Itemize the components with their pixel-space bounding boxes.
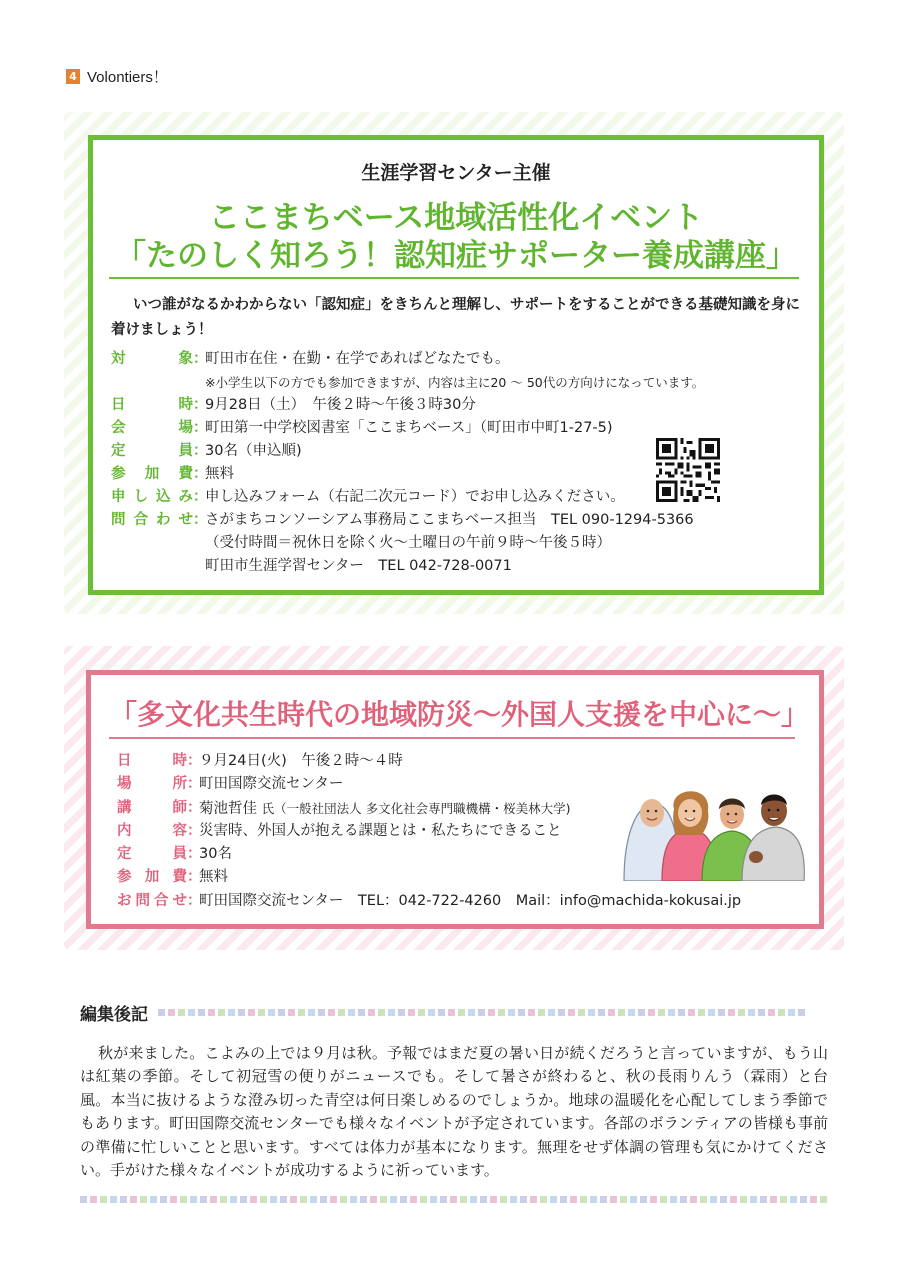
event1-target-value: 町田市在住・在勤・在学であればどなたでも。	[205, 351, 510, 367]
divider-dot	[600, 1196, 607, 1203]
event2-lecturer-label: 講 師	[117, 799, 187, 816]
divider-dot	[240, 1196, 247, 1203]
divider-dot	[570, 1196, 577, 1203]
divider-dot	[368, 1009, 375, 1016]
divider-dot	[398, 1009, 405, 1016]
divider-dot	[250, 1196, 257, 1203]
divider-dot	[508, 1009, 515, 1016]
divider-dot	[738, 1009, 745, 1016]
divider-dot	[340, 1196, 347, 1203]
event1-contact-row2	[111, 532, 809, 555]
divider-dot	[680, 1196, 687, 1203]
divider-dot	[770, 1196, 777, 1203]
divider-dot	[548, 1009, 555, 1016]
divider-dot	[450, 1196, 457, 1203]
divider-dot	[628, 1009, 635, 1016]
event1-date-row: 日 時 ： 9月28日（土） 午後２時～午後３時30分	[111, 394, 809, 417]
event1-fee-row: 参加費 ： 無料	[111, 463, 809, 486]
editorial-title: 編集後記	[80, 1005, 148, 1025]
divider-dot	[300, 1196, 307, 1203]
divider-dot	[158, 1009, 165, 1016]
divider-dot	[698, 1009, 705, 1016]
divider-dot	[178, 1009, 185, 1016]
divider-dot	[348, 1009, 355, 1016]
divider-dot	[408, 1009, 415, 1016]
divider-dot	[768, 1009, 775, 1016]
divider-dot	[448, 1009, 455, 1016]
divider-dot	[458, 1009, 465, 1016]
divider-dot	[678, 1009, 685, 1016]
divider-dot	[298, 1009, 305, 1016]
divider-dot	[160, 1196, 167, 1203]
divider-dot	[558, 1009, 565, 1016]
divider-dot	[798, 1009, 805, 1016]
divider-dot	[630, 1196, 637, 1203]
event1-venue-row: 会 場 ： 町田第一中学校図書室「ここまちベース」（町田市中町1-27-5)	[111, 417, 809, 440]
divider-dot	[390, 1196, 397, 1203]
qr-code-icon[interactable]	[656, 438, 720, 502]
divider-dot	[718, 1009, 725, 1016]
event2-contact-row: お問合せ ： 町田国際交流センター TEL：042-722-4260 Mail：info@machida-kokusai.jp	[117, 890, 741, 913]
divider-dot	[110, 1196, 117, 1203]
divider-dot	[708, 1009, 715, 1016]
divider-dot	[320, 1196, 327, 1203]
divider-dot	[528, 1009, 535, 1016]
divider-dot	[238, 1009, 245, 1016]
event1-box	[88, 135, 824, 595]
event2-content-row: 内 容 ： 災害時、外国人が抱える課題とは・私たちにできること	[117, 820, 741, 843]
divider-dot	[790, 1196, 797, 1203]
divider-dot	[210, 1196, 217, 1203]
event2-place-value: 町田国際交流センター	[199, 776, 344, 793]
divider-dot	[288, 1009, 295, 1016]
event1-contact-label: 問合わせ	[111, 512, 193, 528]
page-header-title: Volontiers！	[87, 69, 168, 86]
event2-date-label: 日 時	[117, 753, 187, 769]
event2-date-row: 日 時 ： ９月24日(火) 午後２時～４時	[117, 750, 741, 773]
divider-dot	[90, 1196, 97, 1203]
divider-dot	[350, 1196, 357, 1203]
divider-dot	[360, 1196, 367, 1203]
event1-target-note-row	[111, 371, 809, 394]
editorial-divider-dots	[158, 1009, 805, 1016]
event1-apply-label: 申し込み	[111, 489, 193, 505]
divider-dot	[170, 1196, 177, 1203]
divider-dot	[500, 1196, 507, 1203]
divider-dot	[218, 1009, 225, 1016]
divider-dot	[610, 1196, 617, 1203]
divider-dot	[490, 1196, 497, 1203]
event1-contact-row3	[111, 555, 809, 578]
event1-target-note: ※小学生以下の方でも参加できますが、内容は主に20 ～ 50代の方向けになっています。	[205, 375, 705, 390]
divider-dot	[258, 1009, 265, 1016]
divider-dot	[188, 1009, 195, 1016]
divider-dot	[338, 1009, 345, 1016]
divider-dot	[728, 1009, 735, 1016]
divider-dot	[318, 1009, 325, 1016]
divider-dot	[80, 1196, 87, 1203]
divider-dot	[670, 1196, 677, 1203]
divider-dot	[750, 1196, 757, 1203]
event1-target-label: 対 象	[111, 351, 193, 367]
divider-dot	[640, 1196, 647, 1203]
divider-dot	[660, 1196, 667, 1203]
divider-dot	[468, 1009, 475, 1016]
divider-dot	[150, 1196, 157, 1203]
divider-dot	[470, 1196, 477, 1203]
divider-dot	[478, 1009, 485, 1016]
event2-lecturer-name: 菊池哲佳	[199, 800, 257, 817]
divider-dot	[800, 1196, 807, 1203]
event1-capacity-row: 定 員 ： 30名（申込順)	[111, 440, 809, 463]
divider-dot	[430, 1196, 437, 1203]
divider-dot	[480, 1196, 487, 1203]
event2-place-label: 場 所	[117, 776, 187, 793]
divider-dot	[248, 1009, 255, 1016]
divider-dot	[410, 1196, 417, 1203]
divider-dot	[550, 1196, 557, 1203]
divider-dot	[140, 1196, 147, 1203]
event2-place-row: 場 所 ： 町田国際交流センター	[117, 773, 741, 796]
divider-dot	[518, 1009, 525, 1016]
divider-dot	[608, 1009, 615, 1016]
event2-divider	[109, 737, 795, 739]
event2-date-value: ９月24日(火) 午後２時～４時	[199, 753, 403, 769]
divider-dot	[270, 1196, 277, 1203]
divider-dot	[388, 1009, 395, 1016]
event2-title: 「多文化共生時代の地域防災～外国人支援を中心に～」	[109, 698, 810, 731]
event1-contact-value3: 町田市生涯学習センター TEL 042-728-0071	[205, 558, 512, 574]
event2-fee-value: 無料	[199, 869, 228, 886]
divider-dot	[618, 1009, 625, 1016]
divider-dot	[420, 1196, 427, 1203]
divider-dot	[578, 1009, 585, 1016]
event1-date-label: 日 時	[111, 397, 193, 413]
divider-dot	[520, 1196, 527, 1203]
event1-intro: いつ誰がなるかわからない「認知症」をきちんと理解し、サポートをすることができる基礎知識を身に着けましょう！	[111, 297, 800, 338]
divider-dot	[498, 1009, 505, 1016]
divider-dot	[200, 1196, 207, 1203]
divider-dot	[260, 1196, 267, 1203]
divider-dot	[208, 1009, 215, 1016]
divider-dot	[418, 1009, 425, 1016]
divider-dot	[400, 1196, 407, 1203]
event1-venue-label: 会 場	[111, 420, 193, 436]
divider-dot	[820, 1196, 827, 1203]
divider-dot	[638, 1009, 645, 1016]
event2-content-value: 災害時、外国人が抱える課題とは・私たちにできること	[199, 822, 562, 839]
event1-contact-value1: さがまちコンソーシアム事務局ここまちベース担当 TEL 090-1294-5366	[205, 512, 694, 528]
event2-contact-value: 町田国際交流センター TEL：042-722-4260 Mail：info@machida-kokusai.jp	[199, 892, 742, 909]
event1-target-row: 対 象 ： 町田市在住・在勤・在学であればどなたでも。	[111, 348, 809, 371]
divider-dot	[510, 1196, 517, 1203]
divider-dot	[230, 1196, 237, 1203]
divider-dot	[308, 1009, 315, 1016]
event1-apply-value: 申し込みフォーム（右記二次元コード）でお申し込みください。	[205, 489, 625, 505]
event1-date-value: 9月28日（土） 午後２時～午後３時30分	[205, 397, 476, 413]
divider-dot	[540, 1196, 547, 1203]
divider-dot	[530, 1196, 537, 1203]
divider-dot	[280, 1196, 287, 1203]
event1-capacity-label: 定 員	[111, 443, 193, 459]
divider-dot	[588, 1009, 595, 1016]
divider-dot	[710, 1196, 717, 1203]
event2-lecturer-suffix: 氏（一般社団法人 多文化社会専門職機構・桜美林大学)	[261, 800, 571, 816]
event1-title-line1: ここまちベース地域活性化イベント	[208, 200, 704, 236]
divider-dot	[778, 1009, 785, 1016]
event1-contact-row: 問合わせ ： さがまちコンソーシアム事務局ここまちベース担当 TEL 090-1294-5366	[111, 509, 809, 532]
divider-dot	[378, 1009, 385, 1016]
divider-dot	[460, 1196, 467, 1203]
divider-dot	[688, 1009, 695, 1016]
divider-dot	[370, 1196, 377, 1203]
divider-dot	[538, 1009, 545, 1016]
divider-dot	[748, 1009, 755, 1016]
divider-dot	[310, 1196, 317, 1203]
event2-box	[86, 670, 824, 929]
event1-venue-value: 町田第一中学校図書室「ここまちベース」（町田市中町1-27-5)	[205, 420, 613, 436]
divider-dot	[730, 1196, 737, 1203]
divider-dot	[180, 1196, 187, 1203]
people-illustration-icon	[616, 765, 806, 881]
event1-fee-value: 無料	[205, 466, 234, 482]
bottom-divider-dots	[80, 1196, 827, 1203]
divider-dot	[198, 1009, 205, 1016]
event2-fee-row: 参加費 ： 無料	[117, 866, 741, 889]
event1-capacity-value: 30名（申込順)	[205, 443, 302, 459]
event2-capacity-label: 定 員	[117, 846, 187, 863]
event1-divider	[109, 277, 799, 279]
divider-dot	[788, 1009, 795, 1016]
event2-contact-label: お問合せ	[117, 892, 187, 909]
divider-dot	[228, 1009, 235, 1016]
divider-dot	[700, 1196, 707, 1203]
divider-dot	[648, 1009, 655, 1016]
divider-dot	[438, 1009, 445, 1016]
divider-dot	[568, 1009, 575, 1016]
page-number-badge: 4	[66, 69, 80, 84]
divider-dot	[690, 1196, 697, 1203]
divider-dot	[428, 1009, 435, 1016]
event1-title-line2: 「たのしく知ろう！認知症サポーター養成講座」	[115, 238, 797, 274]
divider-dot	[290, 1196, 297, 1203]
divider-dot	[168, 1009, 175, 1016]
divider-dot	[330, 1196, 337, 1203]
event2-lecturer-row: 講 師 ： 菊池哲佳 氏（一般社団法人 多文化社会専門職機構・桜美林大学)	[117, 797, 741, 820]
divider-dot	[580, 1196, 587, 1203]
event1-fee-label: 参加費	[111, 466, 193, 482]
divider-dot	[358, 1009, 365, 1016]
editorial-header	[80, 1000, 805, 1025]
divider-dot	[488, 1009, 495, 1016]
divider-dot	[780, 1196, 787, 1203]
divider-dot	[380, 1196, 387, 1203]
event2-content-label: 内 容	[117, 822, 187, 839]
divider-dot	[720, 1196, 727, 1203]
editorial-body: 秋が来ました。こよみの上では９月は秋。予報ではまだ夏の暑い日が続くだろうと言っていますが、もう山は紅葉の季節。そして初冠雪の便りがニュースでも。そして暑さが終わると、秋の長雨りんう（霖雨）と台風。本当に抜けるような澄み切った青空は何日楽しめるのでしょうか。地球の温暖化を心配してしまう季節でもあります。町田国際交流センターでも様々なイベントが予定されています。各部のボランティアの皆様も事前の準備に忙しいことと思います。すべては体力が基本になります。無理をせず体調の管理も気にかけてください。手がけた様々なイベントが成功するように祈っています。	[80, 1044, 828, 1180]
divider-dot	[220, 1196, 227, 1203]
divider-dot	[278, 1009, 285, 1016]
page-header	[66, 66, 168, 87]
divider-dot	[760, 1196, 767, 1203]
divider-dot	[810, 1196, 817, 1203]
divider-dot	[598, 1009, 605, 1016]
divider-dot	[668, 1009, 675, 1016]
divider-dot	[620, 1196, 627, 1203]
divider-dot	[130, 1196, 137, 1203]
divider-dot	[740, 1196, 747, 1203]
event1-contact-value2: （受付時間＝祝休日を除く火～土曜日の午前９時～午後５時）	[205, 535, 611, 551]
divider-dot	[268, 1009, 275, 1016]
divider-dot	[120, 1196, 127, 1203]
divider-dot	[758, 1009, 765, 1016]
divider-dot	[658, 1009, 665, 1016]
divider-dot	[328, 1009, 335, 1016]
divider-dot	[590, 1196, 597, 1203]
divider-dot	[650, 1196, 657, 1203]
divider-dot	[100, 1196, 107, 1203]
divider-dot	[560, 1196, 567, 1203]
event2-capacity-value: 30名	[199, 846, 232, 863]
event1-organizer: 生涯学習センター主催	[361, 162, 551, 184]
event2-fee-label: 参加費	[117, 869, 187, 886]
event1-apply-row: 申し込み ： 申し込みフォーム（右記二次元コード）でお申し込みください。	[111, 486, 809, 509]
divider-dot	[190, 1196, 197, 1203]
event2-capacity-row: 定 員 ： 30名	[117, 843, 741, 866]
divider-dot	[440, 1196, 447, 1203]
